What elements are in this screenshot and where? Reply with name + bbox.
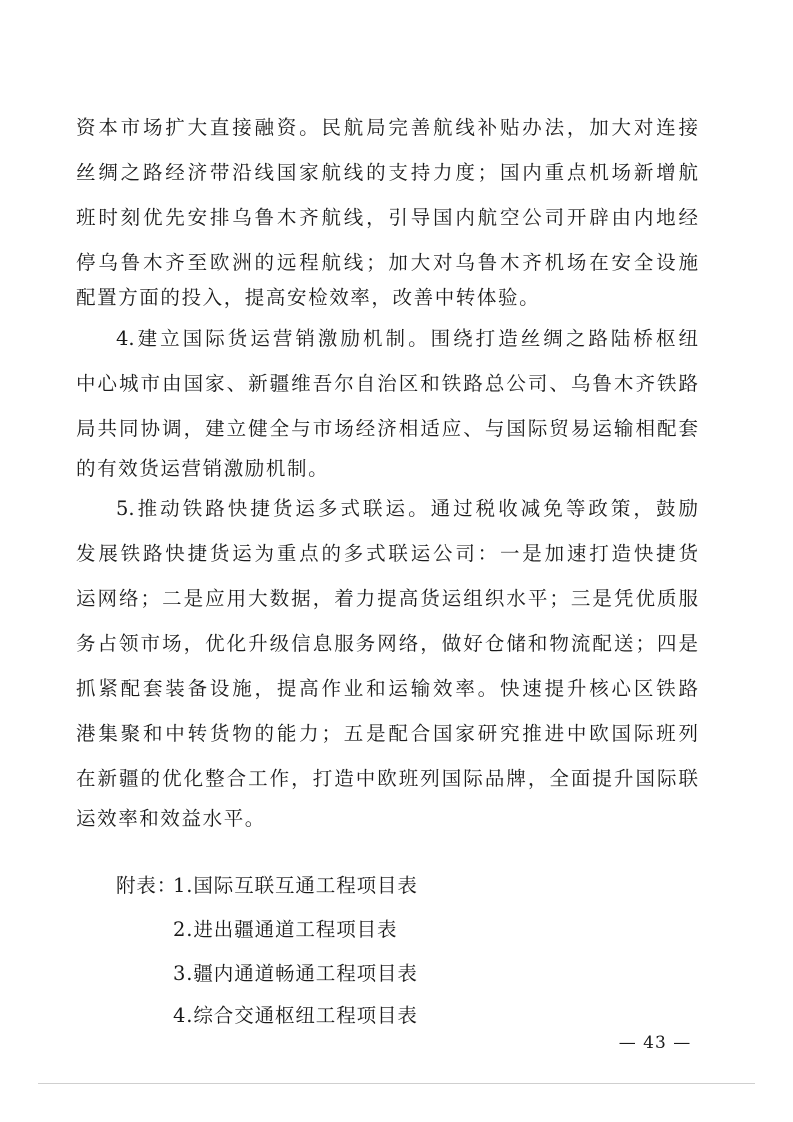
body-line: 港集聚和中转货物的能力；五是配合国家研究推进中欧国际班列 [76, 722, 698, 745]
page-number: — 43 — [618, 1033, 692, 1053]
body-line: 资本市场扩大直接融资。民航局完善航线补贴办法，加大对连接 [76, 116, 698, 139]
body-line: 局共同协调，建立健全与市场经济相适应、与国际贸易运输相配套 [76, 417, 698, 440]
body-line: 在新疆的优化整合工作，打造中欧班列国际品牌，全面提升国际联 [76, 767, 698, 790]
attachment-item: 3.疆内通道畅通工程项目表 [173, 962, 418, 985]
body-line: 务占领市场，优化升级信息服务网络，做好仓储和物流配送；四是 [76, 632, 698, 655]
body-line: 配置方面的投入，提高安检效率，改善中转体验。 [76, 286, 541, 309]
body-line: 抓紧配套装备设施，提高作业和运输效率。快速提升核心区铁路 [76, 677, 698, 700]
body-line: 运效率和效益水平。 [76, 807, 266, 830]
body-line: 运网络；二是应用大数据，着力提高货运组织水平；三是凭优质服 [76, 587, 698, 610]
body-line: 班时刻优先安排乌鲁木齐航线，引导国内航空公司开辟由内地经 [76, 206, 698, 229]
body-line: 4.建立国际货运营销激励机制。围绕打造丝绸之路陆桥枢纽 [116, 327, 698, 350]
body-line: 丝绸之路经济带沿线国家航线的支持力度；国内重点机场新增航 [76, 161, 698, 184]
attachment-label: 附表： [116, 874, 178, 897]
footer-divider [38, 1083, 755, 1084]
attachment-item: 4.综合交通枢纽工程项目表 [173, 1004, 418, 1027]
body-line: 发展铁路快捷货运为重点的多式联运公司：一是加速打造快捷货 [76, 542, 698, 565]
body-line: 的有效货运营销激励机制。 [76, 457, 330, 480]
body-line: 中心城市由国家、新疆维吾尔自治区和铁路总公司、乌鲁木齐铁路 [76, 372, 698, 395]
body-line: 停乌鲁木齐至欧洲的远程航线；加大对乌鲁木齐机场在安全设施 [76, 251, 698, 274]
attachment-item: 2.进出疆通道工程项目表 [173, 918, 398, 941]
body-line: 5.推动铁路快捷货运多式联运。通过税收减免等政策，鼓励 [116, 497, 698, 520]
attachment-item: 1.国际互联互通工程项目表 [173, 874, 418, 897]
